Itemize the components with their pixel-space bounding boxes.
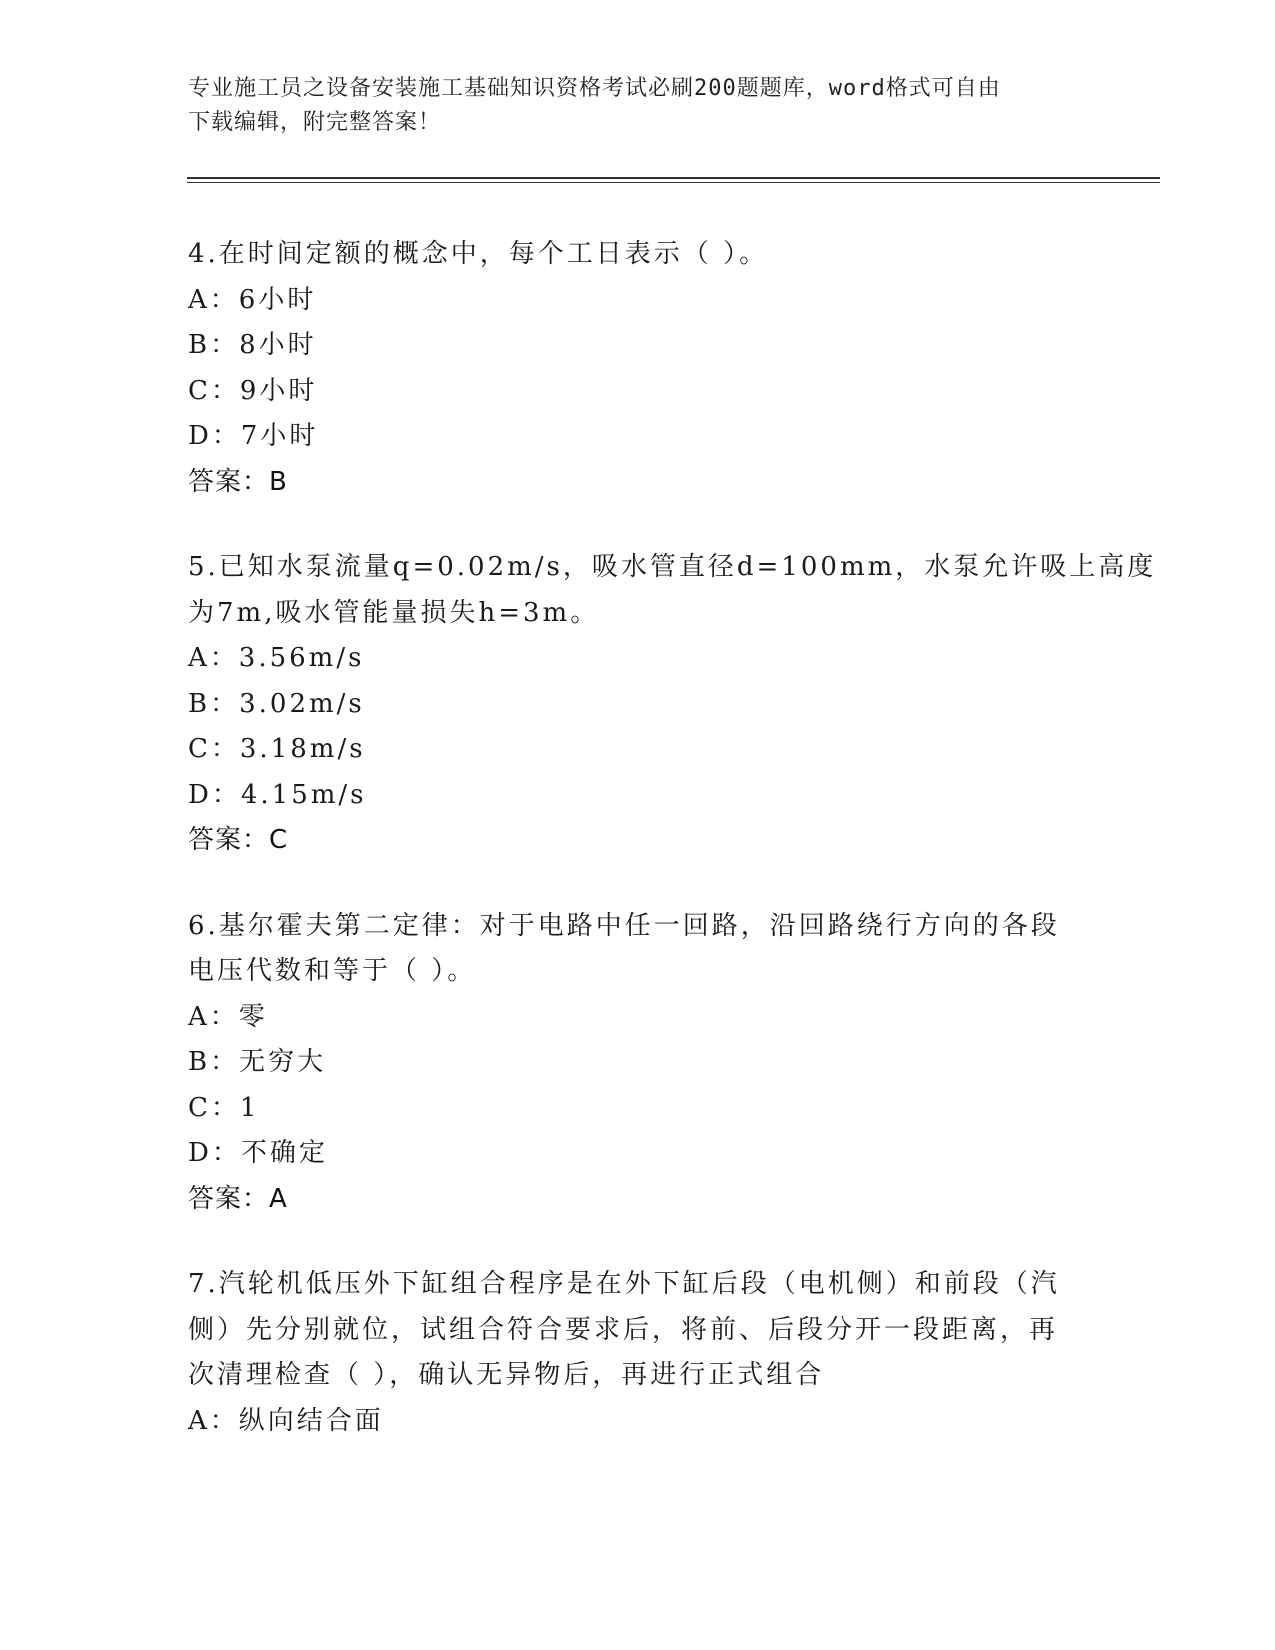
option-d: D：4.15m/s — [188, 779, 367, 810]
option-a: A：3.56m/s — [188, 643, 365, 673]
option-a: A：纵向结合面 — [188, 1405, 384, 1436]
question-7 — [188, 1262, 1088, 1444]
header-divider-thick — [187, 177, 1160, 179]
header-divider-thin — [187, 182, 1160, 183]
question-6 — [188, 904, 1088, 1223]
header-title-line-1: 专业施工员之设备安装施工基础知识资格考试必刷200题题库，word格式可自由 — [188, 76, 1001, 101]
question-text-continued: 侧）先分别就位，试组合符合要求后，将前、后段分开一段距离，再 — [188, 1314, 1059, 1345]
option-c: C：9小时 — [188, 375, 318, 406]
question-text: 5.已知水泵流量q=0.02m/s，吸水管直径d=100mm，水泵允许吸上高度 — [188, 552, 1157, 582]
answer-line: 答案：B — [188, 466, 288, 497]
question-text: 6.基尔霍夫第二定律：对于电路中任一回路，沿回路绕行方向的各段 — [188, 910, 1060, 941]
option-b: B：3.02m/s — [188, 688, 365, 719]
question-text: 4.在时间定额的概念中，每个工日表示（ ）。 — [188, 239, 769, 269]
option-c: C：1 — [188, 1092, 260, 1123]
question-4 — [188, 232, 1088, 505]
header-title-line-2: 下载编辑，附完整答案！ — [188, 110, 442, 135]
option-a: A：零 — [188, 1001, 268, 1032]
question-list — [188, 232, 1157, 1484]
answer-line: 答案：A — [188, 1183, 288, 1214]
document-header — [188, 72, 1088, 140]
option-a: A：6小时 — [188, 284, 317, 315]
option-c: C：3.18m/s — [188, 734, 366, 764]
option-d: D：7小时 — [188, 421, 319, 451]
question-text-continued: 次清理检查（ ），确认无异物后，再进行正式组合 — [188, 1360, 825, 1390]
option-b: B：无穷大 — [188, 1047, 327, 1077]
option-d: D：不确定 — [188, 1138, 328, 1168]
option-b: B：8小时 — [188, 330, 317, 360]
answer-line: 答案：C — [188, 825, 289, 855]
question-5 — [188, 545, 1157, 864]
question-text-continued: 为7m,吸水管能量损失h=3m。 — [188, 597, 600, 628]
question-text-continued: 电压代数和等于（ ）。 — [188, 956, 477, 986]
question-text: 7.汽轮机低压外下缸组合程序是在外下缸后段（电机侧）和前段（汽 — [188, 1269, 1060, 1299]
